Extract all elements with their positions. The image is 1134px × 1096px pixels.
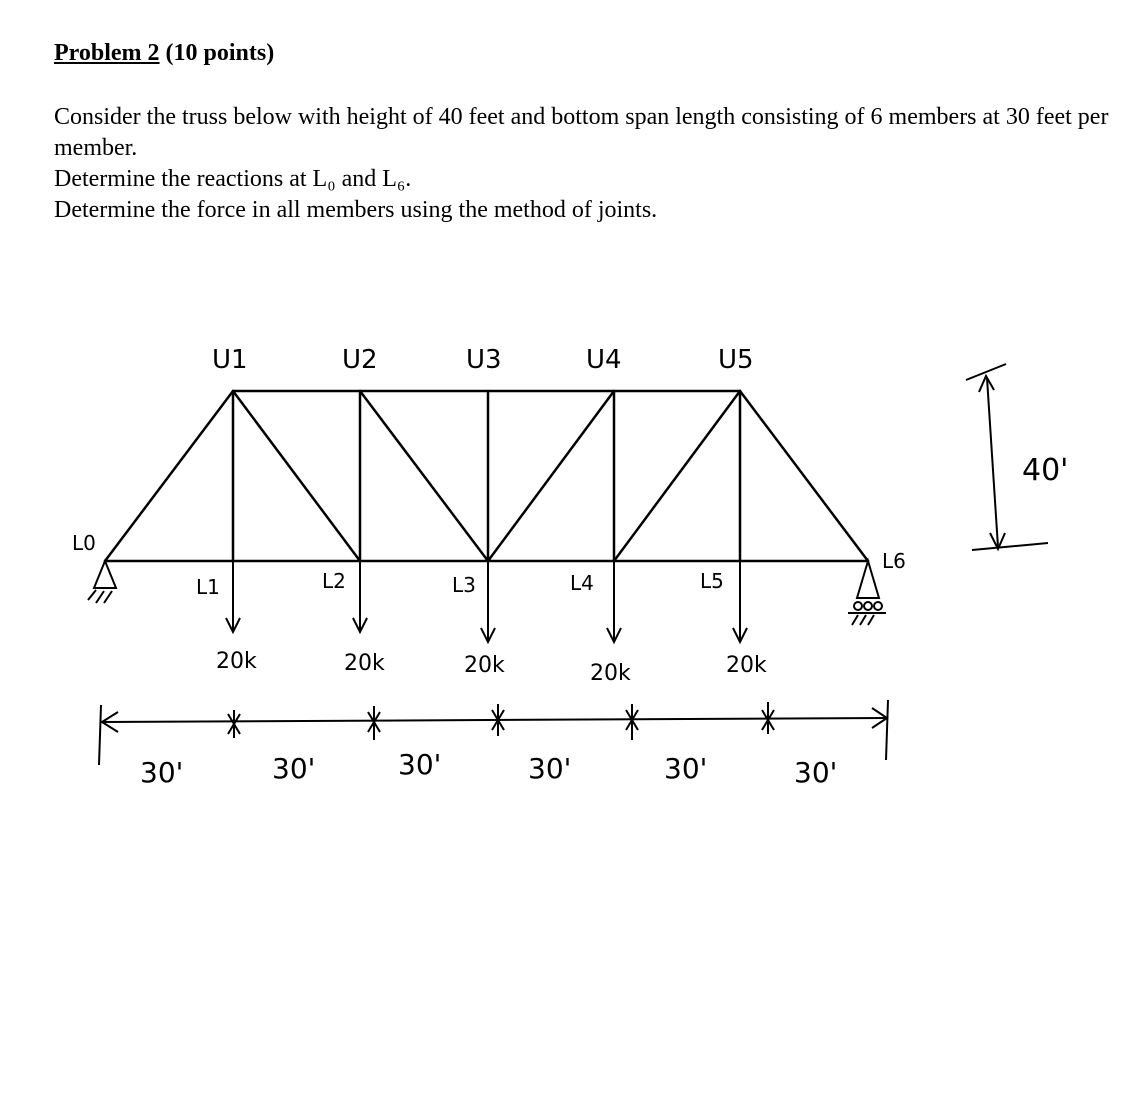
statement-line-3: Determine the force in all members using the method of joints. <box>54 197 658 223</box>
joint-label-l6: L6 <box>882 549 906 573</box>
joint-label-u2: U2 <box>342 345 378 375</box>
load-arrow-l1 <box>226 561 240 632</box>
joint-label-l1: L1 <box>196 575 220 599</box>
load-label-l5: 20k <box>726 653 767 678</box>
load-label-l2: 20k <box>344 651 385 676</box>
truss-members <box>105 391 868 561</box>
pin-support-L0 <box>88 561 116 603</box>
load-label-l3: 20k <box>464 653 505 678</box>
span-label-5: 30' <box>664 752 708 785</box>
problem-points: (10 points) <box>165 40 275 66</box>
span-label-2: 30' <box>272 752 316 785</box>
member-U2-L3 <box>360 391 488 561</box>
problem-number: Problem 2 <box>54 40 160 66</box>
height-label: 40' <box>1022 453 1069 488</box>
height-vertical-line <box>987 378 998 547</box>
roller-support-L6 <box>848 561 886 625</box>
load-labels <box>216 649 767 686</box>
span-label-3: 30' <box>398 748 442 781</box>
joint-label-l4: L4 <box>570 571 594 595</box>
joint-label-u1: U1 <box>212 345 248 375</box>
span-label-4: 30' <box>528 752 572 785</box>
load-label-l1: 20k <box>216 649 257 674</box>
span-label-1: 30' <box>140 756 184 789</box>
load-arrow-l4 <box>607 561 621 642</box>
joint-label-l3: L3 <box>452 573 476 597</box>
joint-label-u4: U4 <box>586 345 622 375</box>
load-arrow-l3 <box>481 561 495 642</box>
span-end-left <box>99 705 101 765</box>
load-label-l4: 20k <box>590 661 631 686</box>
joint-label-l5: L5 <box>700 569 724 593</box>
member-L0-U1 <box>105 391 233 561</box>
load-arrow-l5 <box>733 561 747 642</box>
member-U1-L2 <box>233 391 360 561</box>
load-arrow-l2 <box>353 561 367 632</box>
joint-label-l2: L2 <box>322 569 346 593</box>
member-U5-L6 <box>740 391 868 561</box>
span-dimension <box>99 700 888 765</box>
joint-label-l0: L0 <box>72 531 96 555</box>
joint-label-u3: U3 <box>466 345 502 375</box>
height-bottom-line <box>972 543 1048 550</box>
top-joint-labels <box>212 345 754 375</box>
joint-label-u5: U5 <box>718 345 754 375</box>
load-arrows <box>226 561 747 642</box>
span-label-6: 30' <box>794 756 838 789</box>
span-labels <box>140 748 837 789</box>
member-L3-U4 <box>488 391 614 561</box>
span-end-right <box>886 700 888 760</box>
member-L4-U5 <box>614 391 740 561</box>
statement-line-1: Consider the truss below with height of 40 feet and bottom span length consisting of 6 members at 30 feet per member. <box>54 104 1109 161</box>
statement-line-2: Determine the reactions at L₀ and L₆. <box>54 166 412 192</box>
